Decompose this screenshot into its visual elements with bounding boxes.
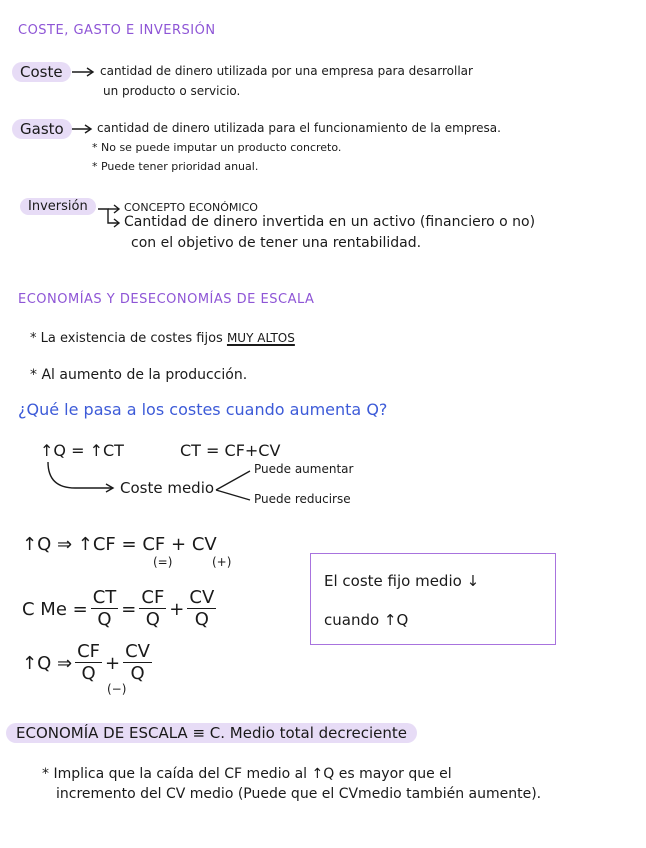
bullet-costes-fijos-text: * La existencia de costes fijos bbox=[30, 331, 223, 346]
bullet-costes-fijos bbox=[30, 331, 295, 346]
formula-coste-medio bbox=[22, 588, 219, 630]
note-box-line1: El coste fijo medio ↓ bbox=[324, 572, 480, 590]
coste-definition-line2: un producto o servicio. bbox=[103, 84, 241, 98]
branch-puede-reducirse: Puede reducirse bbox=[254, 492, 351, 506]
formula-cf-cv bbox=[22, 534, 217, 555]
fraction-cf-num: CF bbox=[141, 587, 165, 608]
cf-sign-equal: (=) bbox=[153, 555, 173, 569]
formula1-cv: CV bbox=[191, 534, 217, 555]
economia-escala-line2: incremento del CV medio (Puede que el CVmedio también aumente). bbox=[56, 786, 542, 802]
formula1-cf: CF bbox=[142, 534, 166, 555]
economia-escala-line1: * Implica que la caída del CF medio al ↑Q es mayor que el bbox=[42, 766, 452, 782]
muy-altos-emphasis: MUY ALTOS bbox=[226, 331, 295, 345]
fraction-cv-q bbox=[187, 588, 216, 630]
section-title-coste-gasto-inversion: COSTE, GASTO E INVERSIÓN bbox=[18, 23, 216, 38]
fraction-cf-q bbox=[139, 588, 166, 630]
formula2-plus: + bbox=[169, 598, 185, 620]
formula2-eq: = bbox=[121, 598, 137, 620]
q-sign-minus: (−) bbox=[107, 682, 127, 696]
formula1-plus: + bbox=[170, 534, 187, 555]
fraction-cv-num: CV bbox=[189, 587, 215, 608]
bullet-aumento-produccion: * Al aumento de la producción. bbox=[30, 367, 248, 383]
coste-definition-line1: cantidad de dinero utilizada por una empresa para desarrollar bbox=[100, 64, 473, 78]
formula3-plus: + bbox=[104, 652, 121, 674]
term-coste: Coste bbox=[12, 62, 71, 82]
equation-q-ct: ↑Q = ↑CT bbox=[40, 441, 124, 460]
gasto-bullet-2: * Puede tener prioridad anual. bbox=[92, 160, 259, 173]
fraction3-cv-num: CV bbox=[125, 641, 150, 662]
term-inversion: Inversión bbox=[20, 198, 96, 215]
formula-q-fractions bbox=[22, 642, 155, 684]
fraction-cf-den: Q bbox=[145, 608, 160, 630]
inversion-line3: con el objetivo de tener una rentabilidad. bbox=[131, 235, 422, 251]
formula1-left: ↑Q ⇒ ↑CF = bbox=[22, 534, 137, 555]
fraction3-cf-den: Q bbox=[81, 662, 96, 684]
fraction-ct-den: Q bbox=[97, 608, 112, 630]
gasto-definition: cantidad de dinero utilizada para el funcionamiento de la empresa. bbox=[97, 121, 501, 135]
fraction-ct-num: CT bbox=[92, 587, 117, 608]
branch-puede-aumentar: Puede aumentar bbox=[254, 462, 354, 476]
formula2-cme: C Me = bbox=[22, 598, 88, 620]
term-gasto: Gasto bbox=[12, 119, 72, 139]
fraction3-cv-q bbox=[123, 642, 152, 684]
fraction3-cv-den: Q bbox=[130, 662, 145, 684]
formula3-left: ↑Q ⇒ bbox=[22, 652, 73, 674]
equation-ct-cf-cv: CT = CF+CV bbox=[180, 441, 281, 460]
section-title-economia-escala: ECONOMÍA DE ESCALA ≡ C. Medio total decreciente bbox=[6, 723, 417, 743]
fraction3-cf-q bbox=[75, 642, 102, 684]
note-box bbox=[310, 553, 556, 645]
coste-medio-label: Coste medio bbox=[120, 479, 215, 497]
inversion-line1: CONCEPTO ECONÓMICO bbox=[124, 201, 258, 214]
gasto-bullet-1: * No se puede imputar un producto concreto. bbox=[92, 141, 342, 154]
inversion-line2: Cantidad de dinero invertida en un activo (financiero o no) bbox=[124, 214, 536, 230]
question-costes-q: ¿Qué le pasa a los costes cuando aumenta Q? bbox=[18, 400, 388, 419]
note-box-line2: cuando ↑Q bbox=[324, 611, 409, 629]
fraction3-cf-num: CF bbox=[77, 641, 100, 662]
section-title-economias: ECONOMÍAS Y DESECONOMÍAS DE ESCALA bbox=[18, 292, 315, 307]
fraction-ct-q bbox=[91, 588, 119, 630]
cv-sign-plus: (+) bbox=[212, 555, 232, 569]
fraction-cv-den: Q bbox=[194, 608, 209, 630]
